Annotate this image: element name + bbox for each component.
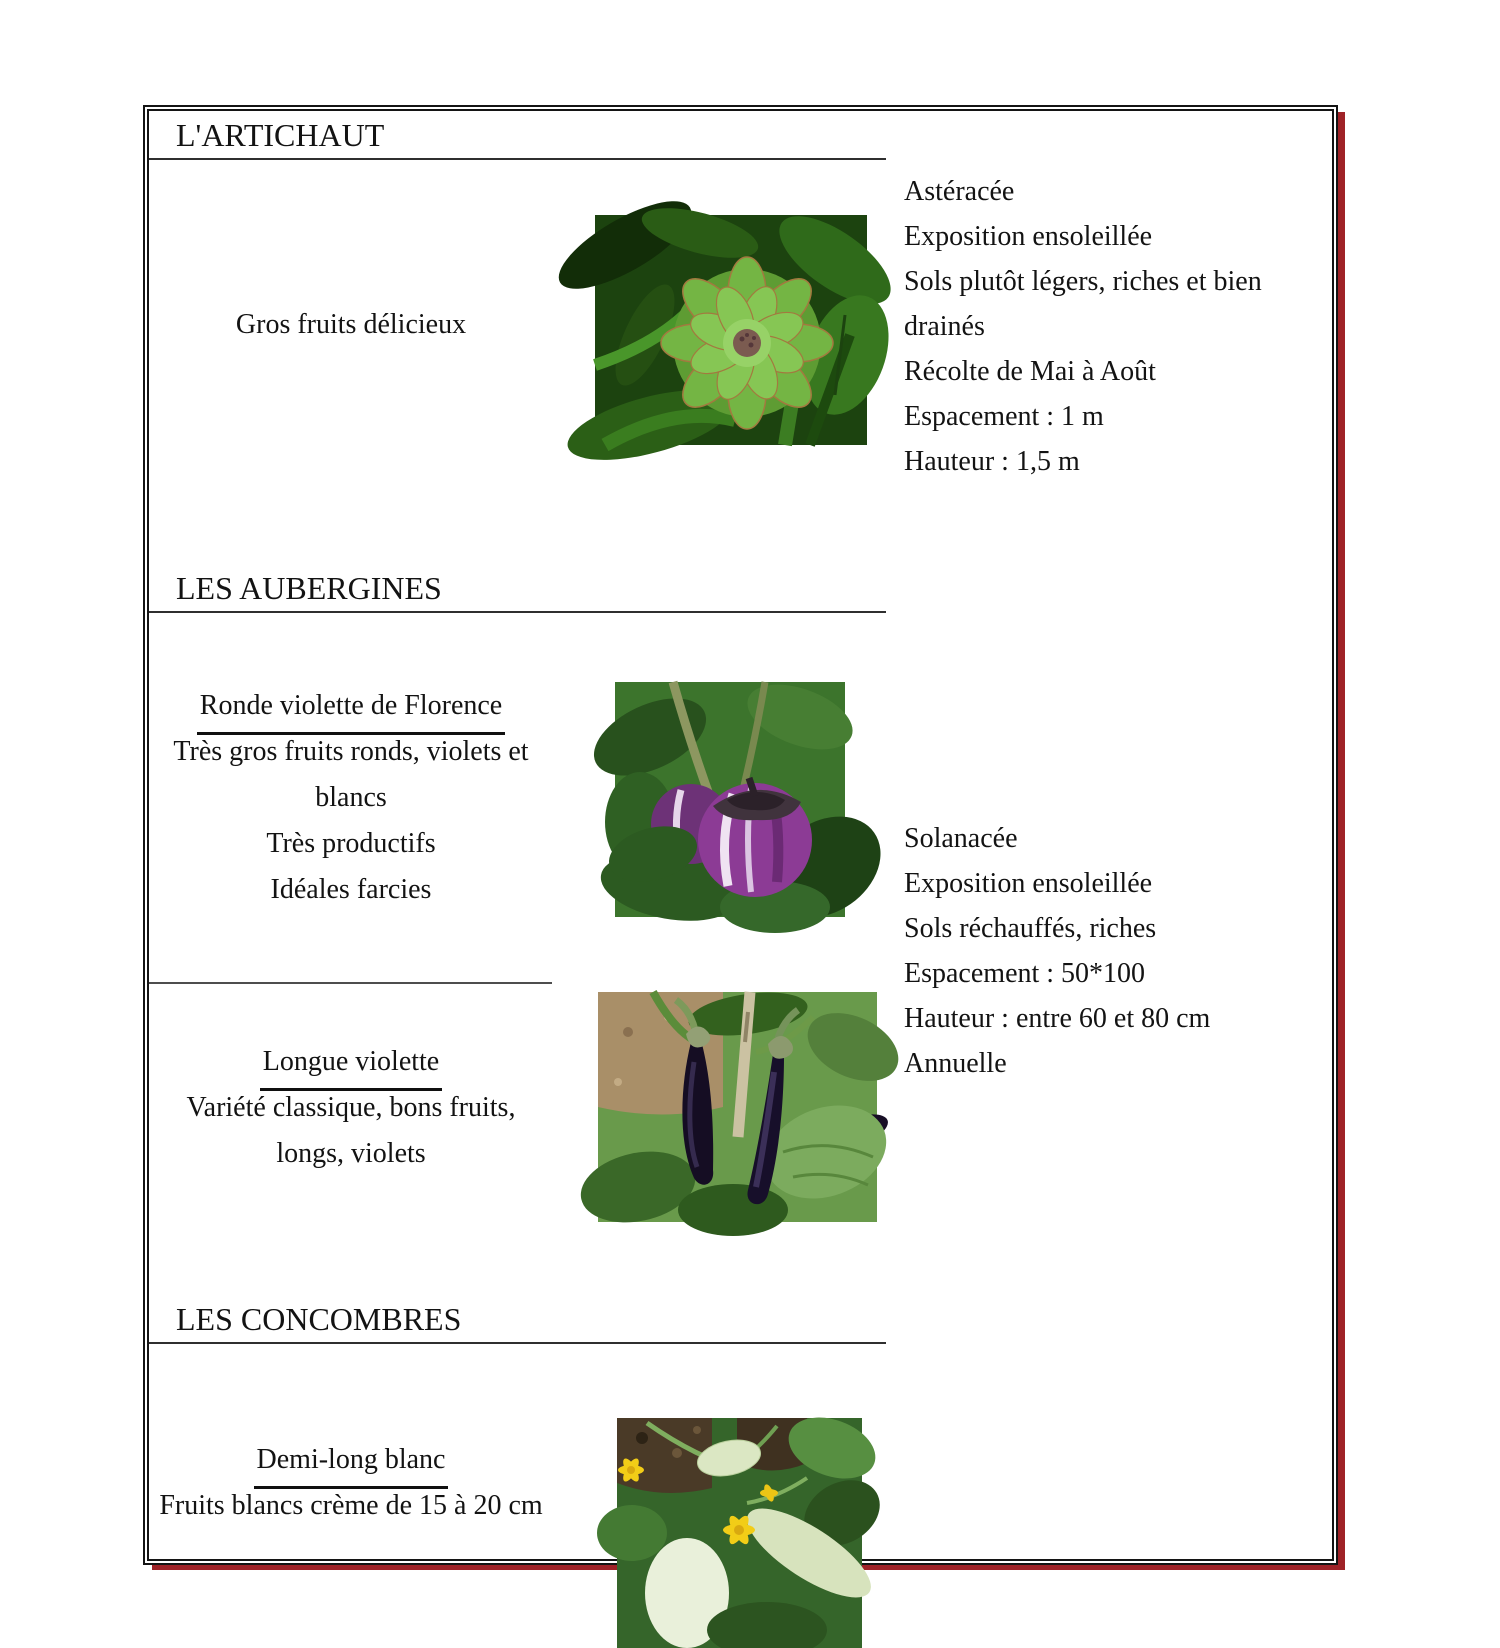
section-heading-aubergines-label: LES AUBERGINES [176, 570, 442, 606]
description-line: Très gros fruits ronds, violets et [173, 736, 529, 767]
artichaut-left-text [151, 302, 551, 348]
description-line: Idéales farcies [270, 874, 432, 905]
info-line: Espacement : 1 m [904, 401, 1104, 432]
aubergines-info [904, 816, 1210, 1086]
artichaut-description: Gros fruits délicieux [235, 309, 467, 340]
variety-name-longue-violette: Longue violette [151, 1039, 551, 1091]
info-line: Hauteur : entre 60 et 80 cm [904, 1003, 1211, 1034]
artichoke-photo [595, 215, 867, 445]
round-eggplant-photo [615, 682, 845, 917]
section-heading-aubergines [149, 566, 886, 613]
info-line: Sols réchauffés, riches [904, 913, 1157, 944]
variety-name-demi-long-blanc: Demi-long blanc [151, 1437, 551, 1489]
long-eggplants-photo [598, 992, 877, 1222]
catalog-page [143, 105, 1338, 1565]
info-line: Astéracée [904, 176, 1015, 207]
info-line: Solanacée [904, 823, 1018, 854]
description-line: Fruits blancs crème de 15 à 20 cm [159, 1490, 543, 1521]
info-line: Exposition ensoleillée [904, 221, 1153, 252]
ronde-violette-description [151, 729, 551, 913]
section-heading-concombres [149, 1297, 886, 1344]
description-line: Très productifs [266, 828, 436, 859]
variety-divider [149, 982, 552, 984]
section-heading-artichaut [149, 113, 886, 160]
cucumber-photo [617, 1418, 862, 1648]
info-line: Annuelle [904, 1048, 1007, 1079]
description-line: Variété classique, bons fruits, [186, 1092, 516, 1123]
section-heading-concombres-label: LES CONCOMBRES [176, 1301, 462, 1337]
info-line: Espacement : 50*100 [904, 958, 1146, 989]
info-line: drainés [904, 311, 985, 342]
info-line: Exposition ensoleillée [904, 868, 1153, 899]
description-line: blancs [315, 782, 387, 813]
info-line: Sols plutôt légers, riches et bien [904, 266, 1262, 297]
artichoke-head [661, 257, 833, 429]
description-line: longs, violets [276, 1138, 426, 1169]
info-line: Hauteur : 1,5 m [904, 446, 1080, 477]
longue-violette-description [151, 1085, 551, 1177]
section-heading-artichaut-label: L'ARTICHAUT [176, 117, 385, 153]
variety-name-ronde-violette: Ronde violette de Florence [151, 683, 551, 735]
info-line: Récolte de Mai à Août [904, 356, 1156, 387]
demi-long-blanc-description [151, 1483, 551, 1529]
artichaut-info [904, 169, 1262, 484]
